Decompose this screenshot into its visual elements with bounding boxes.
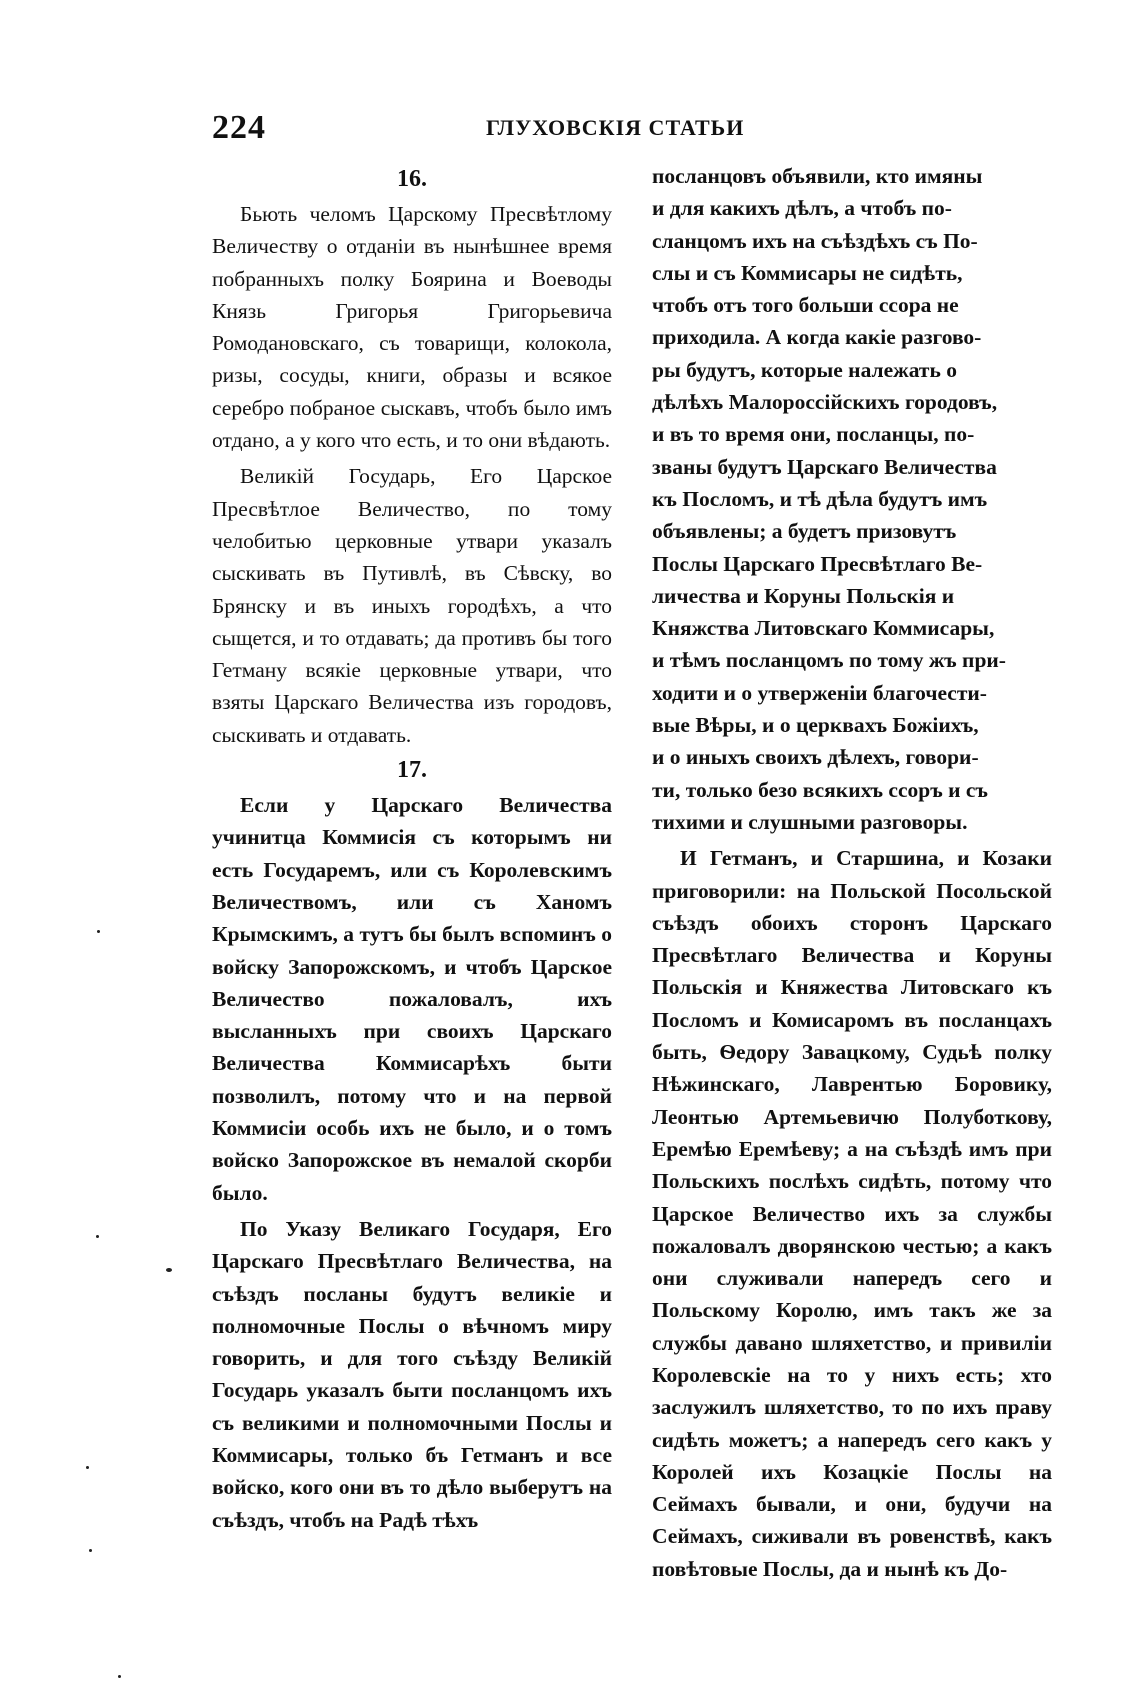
paragraph-text: Если у Царскаго Величества учинитца Коммисія съ которымъ ни есть Государемъ, или съ Королевскимъ Величествомъ, или съ Ханомъ Крымскимъ, а тутъ бы былъ вспоминъ о войску Запорожскомъ, и чтобъ Царское Величество пожаловалъ, ихъ высланныхъ при своихъ Царскаго Величества Коммисарѣхъ быти позволилъ, потому что и на первой Коммисіи особь ихъ не было, и о томъ войско Запорожское въ немалой скорби было. (212, 793, 612, 1205)
page-number: 224 (212, 109, 266, 146)
left-column (212, 160, 612, 1536)
paragraph-text: Бьють челомъ Царскому Пресвѣтлому Величеству о отданіи въ нынѣшнее время побранныхъ полку Боярина и Воеводы Князь Григорья Григорьевича Ромодановскаго, съ товарищи, колокола, ризы, сосуды, книги, образы и всякое серебро побраное сыскавъ, чтобъ было имъ отдано, а у кого что есть, и то они вѣдають. (212, 202, 612, 453)
text-line: Княжства Литовскаго Коммисары, (652, 616, 995, 641)
text-line: посланцовъ объявили, кто имяны (652, 164, 983, 188)
article-17-petition (212, 789, 612, 1209)
text-line: дѣлѣхъ Малороссійскихъ городовъ, (652, 390, 998, 415)
text-line: къ Посломъ, и тѣ дѣла будутъ имъ (652, 486, 988, 511)
text-line: чтобъ отъ того больши ссора не (652, 293, 959, 318)
text-line: слы и съ Коммисары не сидѣть, (652, 260, 963, 285)
text-line: объявлены; а будетъ призовутъ (652, 519, 957, 544)
text-line: личества и Коруны Польскія и (652, 583, 955, 608)
text-line: и для какихъ дѣлъ, а чтобъ по- (652, 196, 952, 221)
text-line: ры будутъ, которые належать о (652, 357, 957, 382)
text-line: ходити и о утверженіи благочести- (652, 680, 987, 705)
text-line: ти, только безо всякихъ ссоръ и съ (652, 777, 988, 802)
right-column (652, 160, 1052, 1585)
text-line: званы будутъ Царскаго Величества (652, 454, 997, 479)
section-number-17: 17. (397, 757, 427, 784)
text-line: и о иныхъ своихъ дѣлехъ, говори- (652, 745, 979, 770)
text-line: вые Вѣры, и о церквахъ Божіихъ, (652, 713, 979, 738)
page-header (212, 108, 752, 148)
article-16-resolution (212, 460, 612, 751)
paragraph-text: Великій Государь, Его Царское Пресвѣтлое Величество, по тому челобитью церковные утвари указалъ сыскивать въ Путивлѣ, въ Сѣвску, во Брянску и въ иныхъ городѣхъ, а что сыщется, и то отдавать; да противъ бы того Гетману всякіе церковные утвари, что взяты Царскаго Величества изъ городовъ, сыскивать и отдавать. (212, 464, 612, 747)
article-17-decision (652, 842, 1052, 1585)
paragraph-text: И Гетманъ, и Старшина, и Козаки приговорили: на Польской Посольской съѣздъ обоихъ сторонъ Царскаго Пресвѣтлаго Величества и Коруны Польскія и Княжества Литовскаго къ Посломъ и Комисаромъ въ посланцахъ быть, Ѳедору Завацкому, Судьѣ полку Нѣжинскаго, Лаврентью Боровику, Леонтью Артемьевичю Полуботкову, Еремѣю Еремѣеву; а на съѣздѣ имъ при Польскихъ послѣхъ сидѣть, потому что Царское Величество ихъ за службы пожаловалъ дворянскою честью; а какъ они служивали напередъ сего и Польскому Королю, имъ такъ же за службы давано шляхетство, и привиліи Королевскіе на то у нихъ есть; хто заслужилъ шляхетство, то по ихъ праву сидѣть можетъ; а напередъ сего какъ у Королей ихъ Козацкіе Послы на Сеймахъ бывали, и они, будучи на Сеймахъ, сиживали въ ровенствѣ, какъ повѣтовые Послы, да и нынѣ къ До- (652, 846, 1052, 1581)
paragraph-text: По Указу Великаго Государя, Его Царскаго Пресвѣтлаго Величества, на съѣздъ посланы будутъ великіе и полномочные Послы о вѣчномъ миру говорить, и для того съѣзду Великій Государь указалъ быти посланцомъ ихъ съ великими и полномочными Послы и Коммисары, только бъ Гетманъ и все войско, кого они въ то дѣло выберутъ на съѣздъ, чтобъ на Радѣ тѣхъ (212, 1216, 612, 1532)
text-line: и тѣмъ посланцомъ по тому жъ при- (652, 648, 1006, 673)
text-line: приходила. А когда какіе разгово- (652, 325, 982, 350)
text-line: Послы Царскаго Пресвѣтлаго Ве- (652, 551, 983, 576)
text-line: сланцомъ ихъ на съѣздѣхъ съ По- (652, 228, 978, 253)
article-16-petition (212, 198, 612, 456)
text-line: и въ то время они, посланцы, по- (652, 422, 975, 447)
section-number-16: 16. (397, 166, 427, 192)
text-line: тихими и слушными разговоры. (652, 809, 968, 834)
running-title: ГЛУХОВСКІЯ СТАТЬИ (486, 115, 745, 140)
article-17-resolution (212, 1213, 612, 1536)
